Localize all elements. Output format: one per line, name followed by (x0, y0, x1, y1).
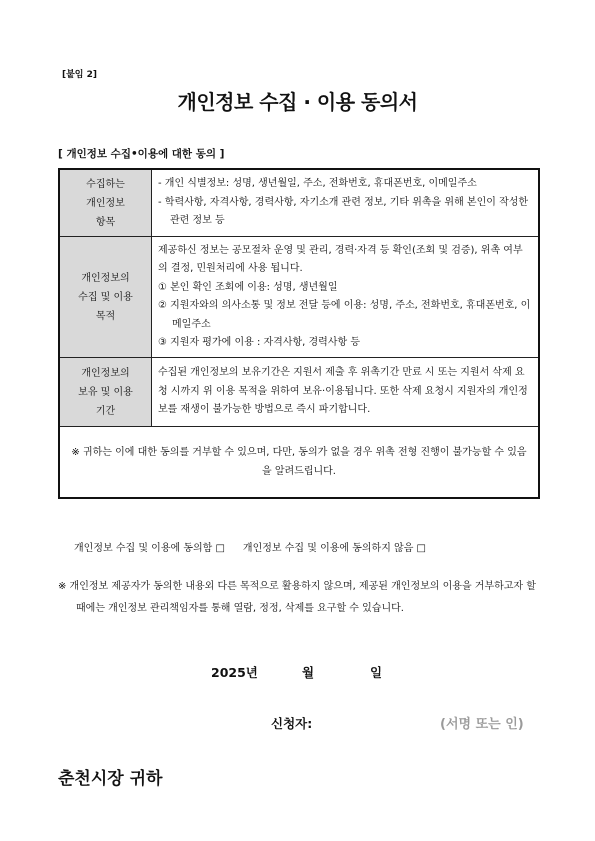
item-line: - 학력사항, 자격사항, 경력사항, 자기소개 관련 정보, 기타 위촉을 위해 본인이 작성한 관련 정보 등 (158, 196, 529, 227)
consent-table (58, 168, 540, 499)
date-day: 일 (370, 665, 383, 680)
header-line: 수집 및 이용 (78, 291, 133, 303)
table-row-retention (59, 358, 539, 427)
table-row-items (59, 169, 539, 237)
row-header-items (59, 169, 152, 237)
refusal-notice: ※ 귀하는 이에 대한 동의를 거부할 수 있으며, 다만, 동의가 없을 경우 위촉 전형 진행이 불가능할 수 있음을 알려드립니다. (59, 427, 539, 499)
date-year: 2025년 (211, 665, 258, 680)
purpose-item: ① 본인 확인 조회에 이용: 성명, 생년월일 (158, 281, 338, 293)
header-line: 보유 및 이용 (78, 386, 133, 398)
row-content-retention (152, 358, 540, 427)
retention-text: 수집된 개인정보의 보유기간은 지원서 제출 후 위촉기간 만료 시 또는 지원서 삭제 요청 시까지 위 이용 목적을 위하여 보유·이용됩니다. 또한 삭제 요청시 지원자의 개인정보를 재생이 불가능한 방법으로 즉시 파기합니다. (158, 367, 528, 416)
header-line: 기간 (95, 405, 116, 417)
annex-label: [붙임 2] (62, 70, 98, 80)
row-content-purpose (152, 237, 540, 358)
header-line: 개인정보 (86, 197, 125, 209)
header-line: 개인정보의 (81, 367, 130, 379)
purpose-intro: 제공하신 정보는 공모절차 운영 및 관리, 경력·자격 등 확인(조회 및 검증), 위촉 여부의 결정, 민원처리에 사용 됩니다. (158, 244, 523, 274)
signature-hint: (서명 또는 인) (440, 717, 524, 732)
purpose-item: ③ 지원자 평가에 이용 : 자격사항, 경력사항 등 (158, 337, 360, 348)
consent-checkboxes (74, 539, 426, 554)
item-line: - 개인 식별정보: 성명, 생년월일, 주소, 전화번호, 휴대폰번호, 이메일주소 (158, 178, 477, 190)
date-month: 월 (302, 665, 315, 680)
row-header-retention (59, 358, 152, 427)
section-heading: [ 개인정보 수집•이용에 대한 동의 ] (58, 148, 225, 160)
purpose-item: ② 지원자와의 의사소통 및 정보 전달 등에 이용: 성명, 주소, 전화번호, 휴대폰번호, 이메일주소 (158, 300, 531, 330)
disagree-checkbox[interactable]: 개인정보 수집 및 이용에 동의하지 않음 □ (242, 543, 427, 554)
document-title: 개인정보 수집 · 이용 동의서 (177, 90, 418, 114)
table-row-purpose (59, 237, 539, 358)
applicant-label: 신청자: (271, 716, 313, 731)
row-content-items (152, 169, 540, 237)
row-header-purpose (59, 237, 152, 358)
header-line: 수집하는 (86, 178, 125, 190)
header-line: 항목 (95, 216, 116, 228)
agree-checkbox[interactable]: 개인정보 수집 및 이용에 동의함 □ (74, 543, 225, 554)
header-line: 개인정보의 (81, 272, 130, 284)
addressee: 춘천시장 귀하 (58, 769, 163, 789)
header-line: 목적 (95, 310, 116, 322)
footer-note: ※ 개인정보 제공자가 동의한 내용외 다른 목적으로 활용하지 않으며, 제공된 개인정보의 이용을 거부하고자 할 때에는 개인정보 관리책임자를 통해 열람, 정정, 삭제를 요구할 수 있습니다. (58, 581, 536, 614)
table-row-notice (59, 427, 539, 499)
